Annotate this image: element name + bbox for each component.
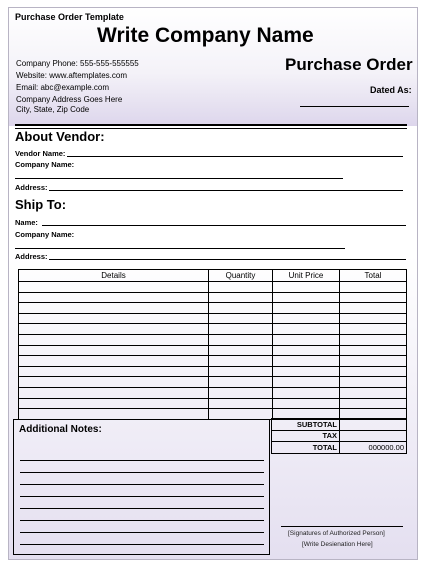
ship-to-address-field[interactable] bbox=[49, 259, 406, 260]
dated-as-field[interactable] bbox=[300, 106, 409, 107]
ship-to-company-label: Company Name: bbox=[15, 230, 75, 239]
total-value[interactable]: 000000.00 bbox=[340, 442, 407, 454]
ship-to-heading: Ship To: bbox=[15, 197, 67, 212]
details-cell[interactable] bbox=[19, 377, 209, 388]
template-title: Purchase Order Template bbox=[15, 12, 124, 22]
table-row bbox=[19, 366, 407, 377]
total-cell[interactable] bbox=[340, 324, 407, 335]
note-line bbox=[20, 544, 264, 545]
details-cell[interactable] bbox=[19, 303, 209, 314]
note-line bbox=[20, 496, 264, 497]
details-cell[interactable] bbox=[19, 356, 209, 367]
items-table-header bbox=[19, 270, 407, 282]
table-row bbox=[19, 334, 407, 345]
purchase-order-page bbox=[8, 7, 418, 560]
signature-label: [Signatures of Authorized Person] bbox=[288, 530, 385, 537]
unit-price-cell[interactable] bbox=[273, 398, 340, 409]
company-name: Write Company Name bbox=[97, 24, 314, 47]
quantity-cell[interactable] bbox=[209, 387, 273, 398]
quantity-cell[interactable] bbox=[209, 303, 273, 314]
unit-price-cell[interactable] bbox=[273, 345, 340, 356]
total-cell[interactable] bbox=[340, 282, 407, 293]
designation-label: [Write Desienation Here] bbox=[302, 541, 373, 548]
tax-row bbox=[272, 430, 407, 442]
quantity-cell[interactable] bbox=[209, 282, 273, 293]
subtotal-row bbox=[272, 419, 407, 431]
tax-label: TAX bbox=[272, 430, 340, 442]
document-title: Purchase Order bbox=[285, 55, 413, 74]
unit-price-cell[interactable] bbox=[273, 387, 340, 398]
table-row bbox=[19, 313, 407, 324]
details-cell[interactable] bbox=[19, 398, 209, 409]
column-header-total: Total bbox=[340, 270, 407, 282]
table-row bbox=[19, 324, 407, 335]
details-cell[interactable] bbox=[19, 366, 209, 377]
total-cell[interactable] bbox=[340, 377, 407, 388]
ship-to-address-label: Address: bbox=[15, 252, 48, 261]
company-address: Company Address Goes Here bbox=[16, 95, 123, 104]
table-row bbox=[19, 282, 407, 293]
signature-line[interactable] bbox=[281, 526, 403, 527]
summary-table bbox=[271, 418, 407, 454]
total-cell[interactable] bbox=[340, 345, 407, 356]
total-cell[interactable] bbox=[340, 303, 407, 314]
unit-price-cell[interactable] bbox=[273, 377, 340, 388]
details-cell[interactable] bbox=[19, 313, 209, 324]
vendor-company-field[interactable] bbox=[15, 178, 343, 179]
quantity-cell[interactable] bbox=[209, 334, 273, 345]
unit-price-cell[interactable] bbox=[273, 334, 340, 345]
table-row bbox=[19, 303, 407, 314]
note-line bbox=[20, 532, 264, 533]
unit-price-cell[interactable] bbox=[273, 356, 340, 367]
total-row bbox=[272, 442, 407, 454]
subtotal-label: SUBTOTAL bbox=[272, 419, 340, 431]
vendor-name-label: Vendor Name: bbox=[15, 149, 66, 158]
unit-price-cell[interactable] bbox=[273, 324, 340, 335]
total-cell[interactable] bbox=[340, 313, 407, 324]
total-cell[interactable] bbox=[340, 334, 407, 345]
total-label: TOTAL bbox=[272, 442, 340, 454]
unit-price-cell[interactable] bbox=[273, 366, 340, 377]
company-city-state bbox=[16, 105, 89, 109]
unit-price-cell[interactable] bbox=[273, 282, 340, 293]
table-row bbox=[19, 292, 407, 303]
details-cell[interactable] bbox=[19, 409, 209, 420]
additional-notes-box[interactable] bbox=[13, 419, 270, 555]
vendor-heading: About Vendor: bbox=[15, 129, 105, 144]
table-row bbox=[19, 387, 407, 398]
total-cell[interactable] bbox=[340, 387, 407, 398]
column-header-quantity: Quantity bbox=[209, 270, 273, 282]
total-cell[interactable] bbox=[340, 292, 407, 303]
quantity-cell[interactable] bbox=[209, 313, 273, 324]
note-line bbox=[20, 472, 264, 473]
column-header-unit-price: Unit Price bbox=[273, 270, 340, 282]
details-cell[interactable] bbox=[19, 345, 209, 356]
dated-as-label: Dated As: bbox=[370, 85, 412, 95]
table-row bbox=[19, 356, 407, 367]
quantity-cell[interactable] bbox=[209, 398, 273, 409]
total-cell[interactable] bbox=[340, 398, 407, 409]
table-row bbox=[19, 345, 407, 356]
subtotal-value[interactable] bbox=[340, 419, 407, 431]
ship-to-name-label: Name: bbox=[15, 218, 38, 227]
note-line bbox=[20, 460, 264, 461]
ship-to-company-field[interactable] bbox=[15, 248, 345, 249]
unit-price-cell[interactable] bbox=[273, 292, 340, 303]
note-line bbox=[20, 484, 264, 485]
details-cell[interactable] bbox=[19, 292, 209, 303]
vendor-address-field[interactable] bbox=[49, 190, 403, 191]
company-email: Email: abc@example.com bbox=[16, 83, 110, 92]
table-row bbox=[19, 398, 407, 409]
table-row bbox=[19, 377, 407, 388]
quantity-cell[interactable] bbox=[209, 324, 273, 335]
unit-price-cell[interactable] bbox=[273, 303, 340, 314]
vendor-address-label: Address: bbox=[15, 183, 48, 192]
quantity-cell[interactable] bbox=[209, 366, 273, 377]
quantity-cell[interactable] bbox=[209, 345, 273, 356]
items-table bbox=[18, 269, 407, 420]
company-phone: Company Phone: 555-555-555555 bbox=[16, 59, 139, 68]
note-line bbox=[20, 508, 264, 509]
quantity-cell[interactable] bbox=[209, 356, 273, 367]
additional-notes-heading: Additional Notes: bbox=[19, 424, 102, 435]
tax-value[interactable] bbox=[340, 430, 407, 442]
quantity-cell[interactable] bbox=[209, 377, 273, 388]
total-cell[interactable] bbox=[340, 356, 407, 367]
ship-to-name-field[interactable] bbox=[42, 225, 406, 226]
quantity-cell[interactable] bbox=[209, 409, 273, 420]
details-cell[interactable] bbox=[19, 282, 209, 293]
vendor-company-label: Company Name: bbox=[15, 160, 75, 169]
details-cell[interactable] bbox=[19, 387, 209, 398]
header-divider bbox=[15, 124, 407, 126]
unit-price-cell[interactable] bbox=[273, 313, 340, 324]
column-header-details: Details bbox=[19, 270, 209, 282]
quantity-cell[interactable] bbox=[209, 292, 273, 303]
company-website: Website: www.aftemplates.com bbox=[16, 71, 128, 80]
vendor-name-field[interactable] bbox=[67, 156, 403, 157]
details-cell[interactable] bbox=[19, 324, 209, 335]
note-line bbox=[20, 520, 264, 521]
details-cell[interactable] bbox=[19, 334, 209, 345]
total-cell[interactable] bbox=[340, 366, 407, 377]
